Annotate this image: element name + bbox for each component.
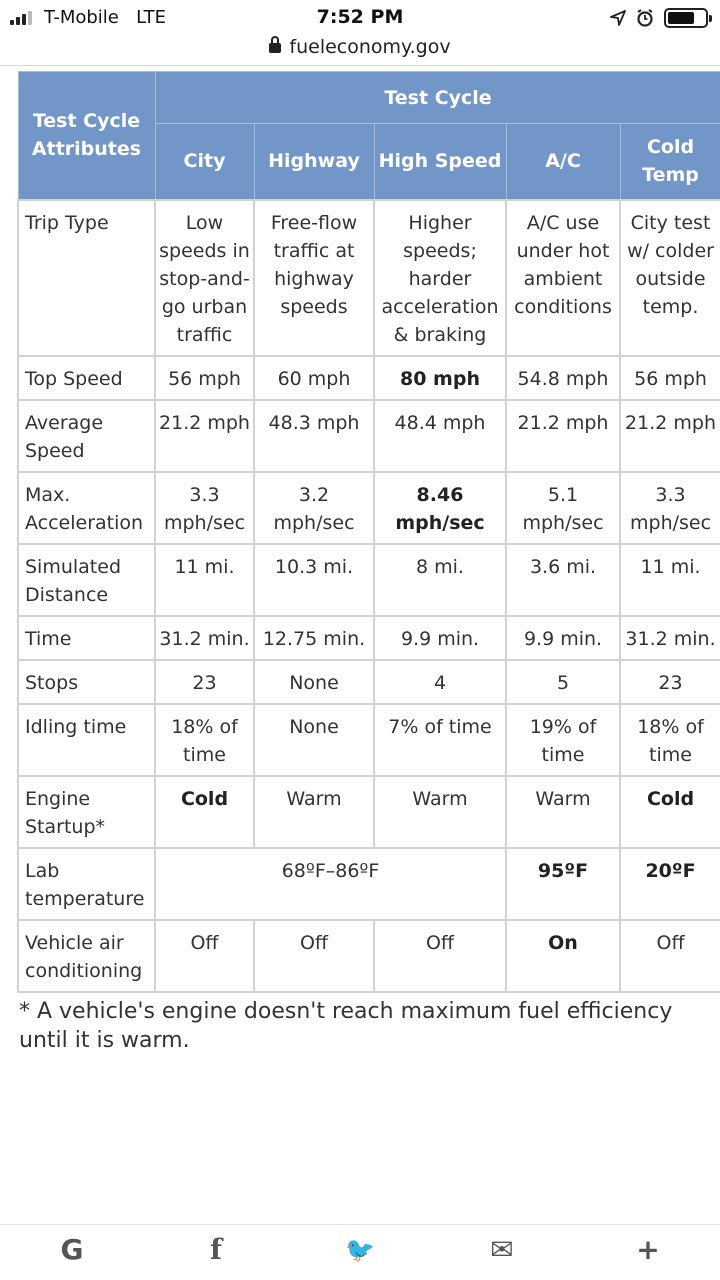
table-cell: 4 [374, 660, 506, 704]
table-row [18, 776, 720, 848]
group-header: Test Cycle [155, 72, 720, 124]
table-cell: 23 [155, 660, 254, 704]
table-cell: 3.2 mph/sec [254, 472, 374, 544]
table-cell: 56 mph [620, 356, 720, 400]
row-label: Stops [18, 660, 155, 704]
row-label: Top Speed [18, 356, 155, 400]
footnote: * A vehicle's engine doesn't reach maximum fuel efficiency until it is warm. [19, 998, 673, 1053]
table-cell: 18% of time [620, 704, 720, 776]
table-cell: 3.6 mi. [506, 544, 620, 616]
table-cell: Warm [506, 776, 620, 848]
table-row [18, 472, 720, 544]
table-cell: 8 mi. [374, 544, 506, 616]
table-row [18, 920, 720, 992]
more-icon[interactable]: + [636, 1233, 660, 1266]
column-header-city: City [155, 124, 254, 200]
row-label: Simulated Distance [18, 544, 155, 616]
location-arrow-icon [610, 10, 626, 26]
table-cell: 31.2 min. [620, 616, 720, 660]
table-row [18, 544, 720, 616]
test-cycle-table [17, 71, 720, 993]
table-cell: Free-flow traffic at highway speeds [254, 200, 374, 356]
table-cell: 54.8 mph [506, 356, 620, 400]
table-cell: 5.1 mph/sec [506, 472, 620, 544]
table-cell: 11 mi. [620, 544, 720, 616]
table-cell: 3.3 mph/sec [620, 472, 720, 544]
twitter-icon[interactable]: 🐦 [345, 1236, 375, 1264]
row-label: Max. Acceleration [18, 472, 155, 544]
table-cell: Cold [155, 776, 254, 848]
table-cell: 9.9 min. [506, 616, 620, 660]
table-row [18, 660, 720, 704]
table-cell: 11 mi. [155, 544, 254, 616]
network-type: LTE [136, 7, 166, 28]
table-cell: 3.3 mph/sec [155, 472, 254, 544]
alarm-icon [636, 9, 654, 27]
table-cell: City test w/ colder outside temp. [620, 200, 720, 356]
table-cell: A/C use under hot ambient conditions [506, 200, 620, 356]
table-cell: 23 [620, 660, 720, 704]
table-cell: 48.3 mph [254, 400, 374, 472]
table-cell: 10.3 mi. [254, 544, 374, 616]
row-label: Vehicle air conditioning [18, 920, 155, 992]
table-cell: 95ºF [506, 848, 620, 920]
share-bar [0, 1224, 720, 1280]
address-bar[interactable] [0, 36, 720, 58]
facebook-icon[interactable]: f [209, 1233, 223, 1266]
email-icon[interactable]: ✉ [490, 1233, 514, 1266]
row-label: Lab temperature [18, 848, 155, 920]
row-label: Engine Startup* [18, 776, 155, 848]
table-cell: 18% of time [155, 704, 254, 776]
table-cell: None [254, 704, 374, 776]
table-cell: Low speeds in stop-and-go urban traffic [155, 200, 254, 356]
table-cell: 68ºF–86ºF [155, 848, 506, 920]
table-cell: 21.2 mph [620, 400, 720, 472]
clock: 7:52 PM [316, 6, 404, 28]
table-cell: Off [620, 920, 720, 992]
corner-header: Test Cycle Attributes [18, 72, 155, 200]
table-cell: Off [155, 920, 254, 992]
table-cell: Off [254, 920, 374, 992]
lock-icon [269, 43, 281, 53]
table-cell: 7% of time [374, 704, 506, 776]
column-header-high-speed: High Speed [374, 124, 506, 200]
google-icon[interactable]: G [60, 1233, 84, 1266]
carrier-name: T-Mobile [44, 7, 119, 28]
table-row [18, 848, 720, 920]
table-cell: 80 mph [374, 356, 506, 400]
status-bar [0, 0, 720, 66]
table-cell: Higher speeds; harder acceleration & braking [374, 200, 506, 356]
row-label: Average Speed [18, 400, 155, 472]
battery-icon [664, 8, 708, 28]
table-cell: 20ºF [620, 848, 720, 920]
table-row [18, 616, 720, 660]
row-label: Time [18, 616, 155, 660]
test-cycle-table-section [17, 71, 720, 1055]
column-header-cold-temp: Cold Temp [620, 124, 720, 200]
table-cell: Off [374, 920, 506, 992]
column-header-ac: A/C [506, 124, 620, 200]
table-row [18, 200, 720, 356]
table-cell: 21.2 mph [155, 400, 254, 472]
table-row [18, 704, 720, 776]
column-header-highway: Highway [254, 124, 374, 200]
table-cell: 56 mph [155, 356, 254, 400]
url-text: fueleconomy.gov [289, 36, 451, 58]
table-cell: 5 [506, 660, 620, 704]
table-cell: 8.46 mph/sec [374, 472, 506, 544]
row-label: Trip Type [18, 200, 155, 356]
table-cell: 31.2 min. [155, 616, 254, 660]
table-cell: Cold [620, 776, 720, 848]
table-cell: On [506, 920, 620, 992]
table-cell: 21.2 mph [506, 400, 620, 472]
table-cell: 9.9 min. [374, 616, 506, 660]
table-cell: Warm [254, 776, 374, 848]
table-cell: 60 mph [254, 356, 374, 400]
table-row [18, 400, 720, 472]
row-label: Idling time [18, 704, 155, 776]
table-cell: Warm [374, 776, 506, 848]
table-cell: 12.75 min. [254, 616, 374, 660]
status-icons [610, 8, 708, 28]
table-row [18, 356, 720, 400]
table-cell: 19% of time [506, 704, 620, 776]
table-cell: None [254, 660, 374, 704]
table-cell: 48.4 mph [374, 400, 506, 472]
